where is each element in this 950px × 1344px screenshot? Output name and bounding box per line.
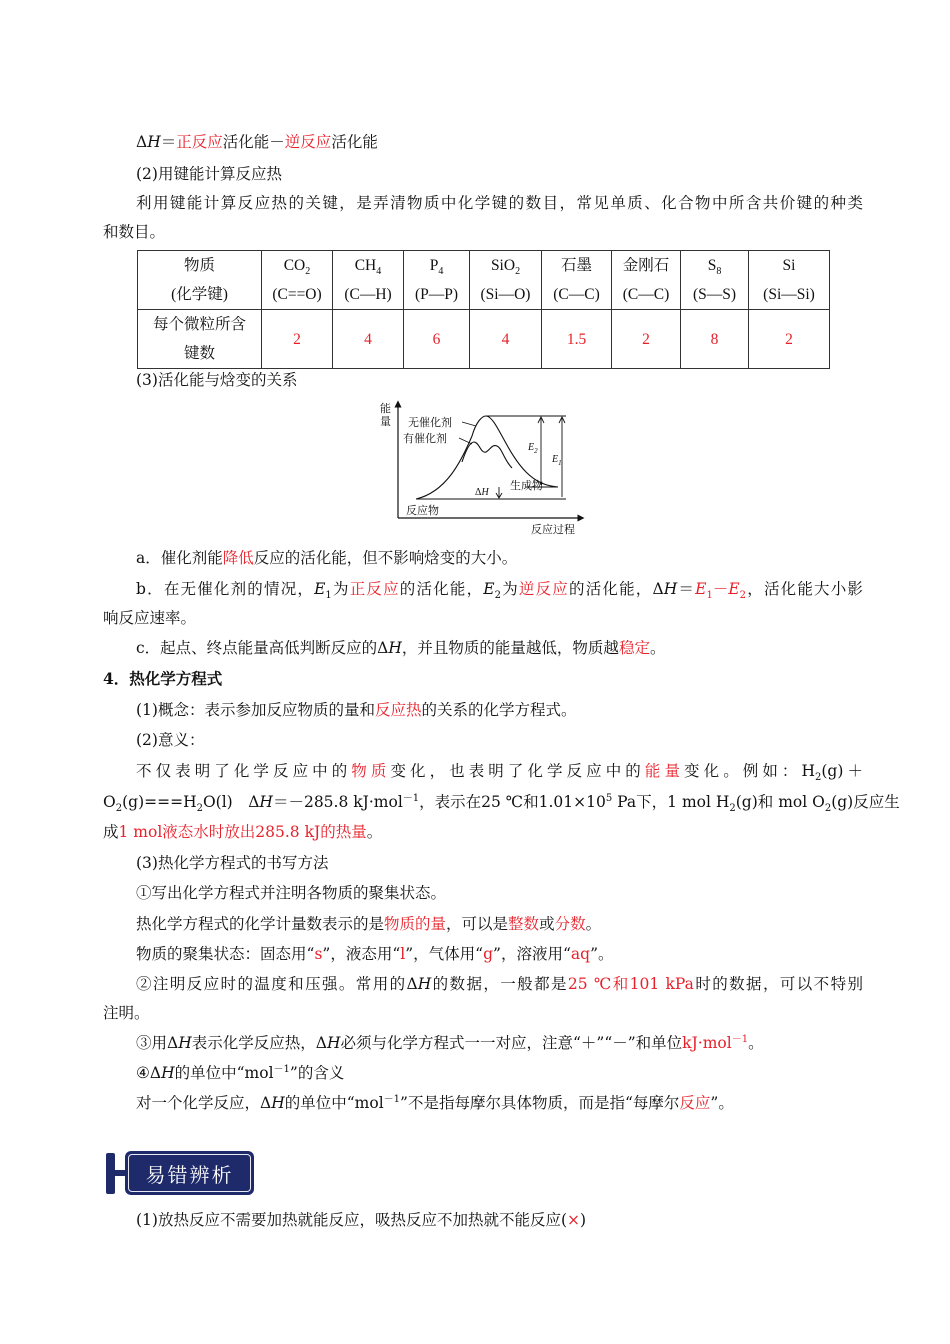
bond-count-cell: 4	[333, 310, 404, 369]
mistake-item-1: (1)放热反应不需要加热就能反应，吸热反应不加热就不能反应(×)	[136, 1211, 587, 1229]
bond-count-cell: 1.5	[542, 310, 612, 369]
meaning-line2: $O_2(g)===H_2O(l)$ ΔH＝－285.8 kJ·mol$^{-1}$，表示在25 ℃和$1.01\times 10^5$ Pa下，1 mol $H_2(g)$和 mol $O_2(g)$反应生	[103, 792, 900, 815]
e2-label: $E_2$	[528, 442, 538, 455]
writing-step4: ④ΔH的单位中“mol$^{-1}$”的含义	[136, 1063, 345, 1082]
meaning-line3: 成1 mol液态水时放出285.8 kJ的热量。	[103, 823, 383, 841]
writing-step1: ①写出化学方程式并注明各物质的聚集状态。	[136, 884, 447, 902]
table-count-row	[138, 310, 830, 369]
meaning-line1: 不仅表明了化学反应中的物质变化，也表明了化学反应中的能量变化。例如：$H_2(g)+$	[136, 762, 863, 784]
coefficient-line: 热化学方程式的化学计量数表示的是物质的量，可以是整数或分数。	[136, 915, 602, 933]
bond-count-cell: 4	[470, 310, 542, 369]
energy-profile-diagram	[376, 400, 588, 538]
substance-cell: $P_4$ (P—P)	[404, 251, 470, 310]
section-heading-thermochemical: 4．热化学方程式	[103, 669, 223, 688]
bond-count-table	[137, 250, 830, 369]
substance-cell: Si (Si—Si)	[749, 251, 830, 310]
energy-formula: ΔH＝正反应活化能－逆反应活化能	[136, 133, 378, 151]
point-c: c．起点、终点能量高低判断反应的ΔH，并且物质的能量越低，物质越稳定。	[136, 639, 666, 657]
point-a: a．催化剂能降低反应的活化能，但不影响焓变的大小。	[136, 549, 518, 567]
catalyzed-label: 有催化剂	[403, 432, 447, 445]
uncatalyzed-leader	[462, 422, 476, 426]
header-label-cell: 物质 (化学键)	[138, 251, 262, 310]
concept-line: (1)概念：表示参加反应物质的量和反应热的关系的化学方程式。	[136, 701, 577, 719]
bond-energy-paragraph-line2: 和数目。	[103, 223, 166, 241]
uncatalyzed-label: 无催化剂	[408, 416, 452, 429]
catalyzed-curve	[462, 442, 512, 468]
bond-count-cell: 6	[404, 310, 470, 369]
x-axis-label: 反应过程	[531, 523, 575, 536]
substance-cell: $CH_4$ (C—H)	[333, 251, 404, 310]
meaning-heading: (2)意义：	[136, 731, 205, 749]
substance-cell: 石墨 (C—C)	[542, 251, 612, 310]
writing-step3: ③用ΔH表示化学反应热，ΔH必须与化学方程式一一对应，注意“＋”“－”和单位kJ·mol$^{-1}$。	[136, 1033, 764, 1052]
badge-label: 易错辨析	[128, 1154, 251, 1192]
point-b-line1: b．在无催化剂的情况，$E_1$为正反应的活化能，$E_2$为逆反应的活化能，$\Delta H=E_1-E_2$，活化能大小影	[136, 580, 863, 602]
writing-step2-line1: ②注明反应时的温度和压强。常用的ΔH的数据，一般都是25 ℃和101 kPa时的数据，可以不特别	[136, 975, 863, 993]
reactant-label: 反应物	[406, 504, 439, 517]
bond-count-cell: 2	[749, 310, 830, 369]
substance-cell: SiO$_2$ (Si—O)	[470, 251, 542, 310]
badge-bar	[106, 1153, 115, 1194]
section-heading-activation: (3)活化能与焓变的关系	[136, 371, 298, 389]
bond-energy-paragraph-line1: 利用键能计算反应热的关键，是弄清物质中化学键的数目，常见单质、化合物中所含共价键的种类	[136, 194, 863, 212]
product-label: 生成物	[510, 479, 543, 492]
table-header-row	[138, 251, 830, 310]
badge-box	[125, 1151, 254, 1195]
writing-heading: (3)热化学方程式的书写方法	[136, 854, 329, 872]
state-line: 物质的聚集状态：固态用“s”，液态用“l”，气体用“g”，溶液用“aq”。	[136, 945, 614, 963]
row-label-cell: 每个微粒所含 键数	[138, 310, 262, 369]
e1-label: $E_1$	[552, 454, 562, 467]
bond-count-cell: 2	[612, 310, 681, 369]
substance-cell: 金刚石 (C—C)	[612, 251, 681, 310]
writing-step4-explanation: 对一个化学反应，ΔH的单位中“mol$^{-1}$”不是指每摩尔具体物质，而是指“每摩尔反应”。	[136, 1093, 734, 1112]
substance-cell: $S_8$ (S—S)	[681, 251, 749, 310]
common-mistakes-badge	[106, 1151, 256, 1197]
writing-step2-line2: 注明。	[103, 1004, 150, 1022]
delta-h-label: ΔH	[475, 487, 489, 498]
point-b-line2: 响反应速率。	[103, 609, 197, 627]
bond-count-cell: 8	[681, 310, 749, 369]
bond-count-cell: 2	[262, 310, 333, 369]
substance-cell: $CO_2$ (C==O)	[262, 251, 333, 310]
y-axis-label-2: 量	[380, 415, 391, 428]
section-heading-bond-energy: (2)用键能计算反应热	[136, 165, 282, 183]
y-axis-label-1: 能	[380, 402, 391, 415]
